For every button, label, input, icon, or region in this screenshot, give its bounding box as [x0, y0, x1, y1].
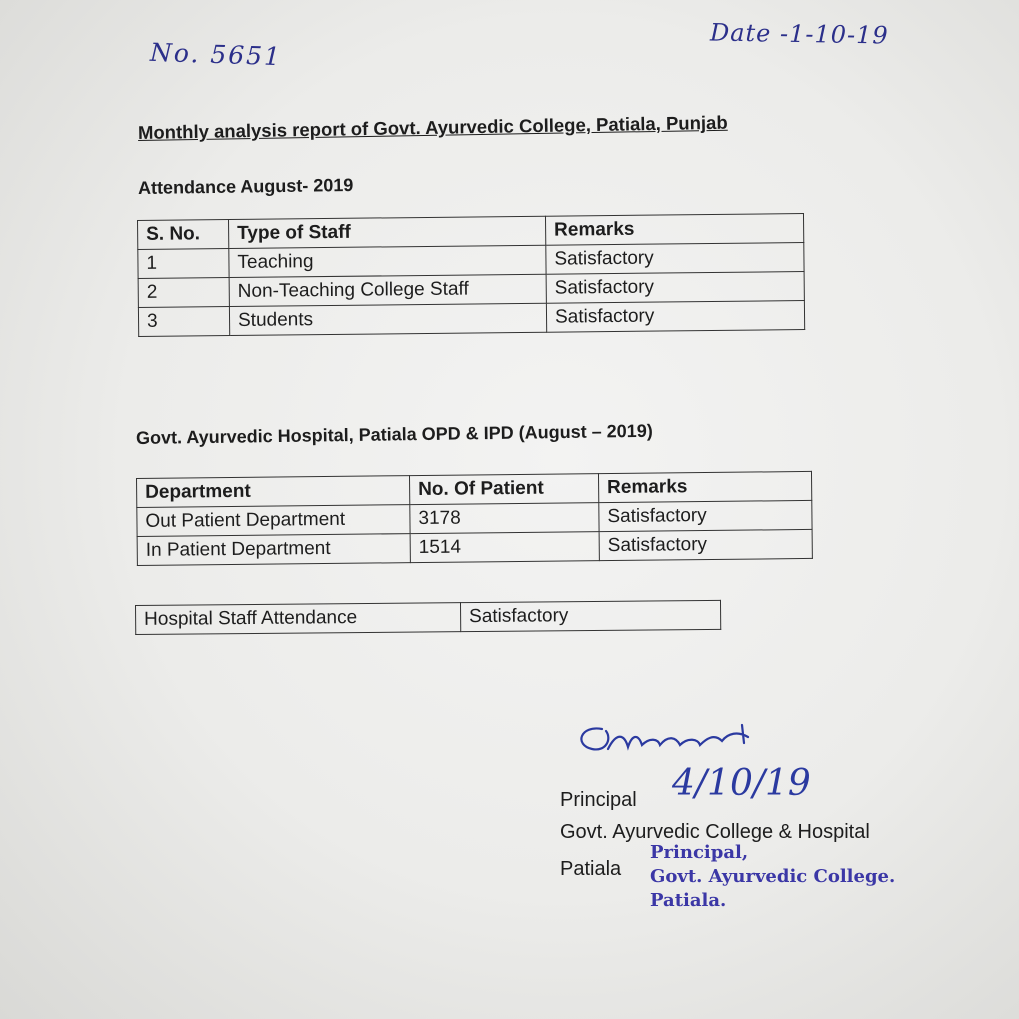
- table-cell: Out Patient Department: [137, 505, 410, 537]
- hospital-heading: Govt. Ayurvedic Hospital, Patiala OPD & IPD (August – 2019): [135, 420, 653, 448]
- stamp-line: Principal,: [650, 842, 749, 863]
- table-cell: Satisfactory: [546, 243, 804, 275]
- table-cell: Students: [229, 303, 546, 335]
- stamp-line: Govt. Ayurvedic College.: [650, 866, 896, 887]
- table-cell: 3: [138, 307, 229, 337]
- attendance-heading: Attendance August- 2019: [137, 174, 354, 198]
- reference-number: No. 5651: [149, 37, 283, 72]
- table-cell: Satisfactory: [546, 301, 804, 333]
- table-header-cell: Remarks: [598, 471, 811, 502]
- table-cell: Non-Teaching College Staff: [229, 274, 546, 306]
- table-row: [137, 529, 812, 565]
- table-cell: Satisfactory: [599, 529, 812, 560]
- table-cell: 2: [138, 278, 229, 308]
- table-cell: Satisfactory: [546, 272, 804, 304]
- table-header-cell: Department: [137, 476, 410, 508]
- table-row: [138, 301, 804, 337]
- signature-date: 4/10/19: [672, 763, 811, 804]
- stamp-line: Patiala.: [650, 890, 727, 911]
- signatory-org: Govt. Ayurvedic College & Hospital: [560, 821, 870, 843]
- staff-attendance-table: [135, 600, 721, 635]
- attendance-table: [137, 213, 805, 337]
- report-title: Monthly analysis report of Govt. Ayurvedic College, Patiala, Punjab: [137, 111, 728, 143]
- table-cell: 1: [138, 249, 229, 279]
- table-header-cell: No. Of Patient: [409, 474, 598, 505]
- table-cell: Hospital Staff Attendance: [136, 603, 461, 635]
- opd-ipd-table: [136, 471, 813, 566]
- table-cell: Satisfactory: [460, 600, 720, 631]
- reference-date: Date -1-10-19: [709, 18, 889, 50]
- table-header-cell: S. No.: [138, 220, 229, 250]
- table-cell: 1514: [410, 532, 599, 563]
- table-cell: 3178: [410, 503, 599, 534]
- table-cell: In Patient Department: [137, 534, 410, 566]
- table-header-cell: Remarks: [545, 214, 803, 246]
- table-cell: Teaching: [229, 245, 546, 277]
- signatory-title: Principal: [560, 789, 637, 811]
- table-header-cell: Type of Staff: [229, 216, 546, 248]
- signatory-city: Patiala: [560, 858, 622, 880]
- table-row: [136, 600, 721, 634]
- table-cell: Satisfactory: [599, 500, 812, 531]
